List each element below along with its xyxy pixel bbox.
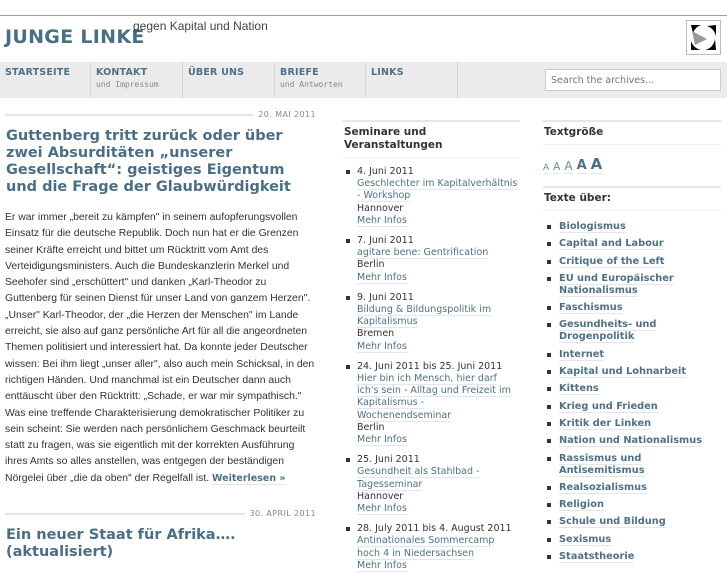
event-place: Bremen: [357, 328, 395, 340]
nav-label: ÜBER UNS: [188, 67, 245, 78]
logo-icon[interactable]: [686, 20, 721, 55]
post-title[interactable]: Ein neuer Staat für Afrika…. (aktualisiert): [6, 527, 236, 561]
post-excerpt: [5, 210, 316, 487]
event-more-link[interactable]: Mehr Infos: [357, 340, 407, 352]
topic-item: [543, 383, 721, 395]
event-title-link[interactable]: Antinationales Sommercamp hoch 4 in Niedersachsen: [357, 535, 495, 559]
right-sidebar: [543, 120, 721, 568]
nav-links[interactable]: [366, 62, 458, 98]
post-date-bar: [5, 110, 316, 119]
event-more-link[interactable]: Mehr Infos: [357, 503, 407, 515]
topic-item: [543, 551, 721, 563]
topic-link[interactable]: Critique of the Left: [559, 255, 665, 267]
nav-kontakt[interactable]: [91, 62, 183, 98]
nav-label: BRIEFE: [280, 67, 319, 78]
topic-link[interactable]: Kritik der Linken: [559, 417, 652, 429]
nav-label: LINKS: [371, 67, 404, 78]
topics-list: [543, 221, 721, 563]
topic-item: [543, 435, 721, 447]
textsize-heading: Textgröße: [543, 120, 721, 145]
topic-link[interactable]: Staatstheorie: [559, 551, 635, 563]
event-item: [343, 454, 520, 515]
event-date: 9. Juni 2011: [357, 291, 414, 303]
event-title-link[interactable]: Gesundheit als Stahlbad - Tagesseminar: [357, 466, 480, 490]
topic-link[interactable]: Sexismus: [559, 533, 612, 545]
topic-link[interactable]: Gesundheits- und Drogenpolitik: [559, 319, 657, 343]
event-more-link[interactable]: Mehr Infos: [357, 271, 407, 283]
nav-briefe[interactable]: [275, 62, 366, 98]
topic-item: [543, 453, 721, 477]
text-size-controls: [543, 155, 721, 174]
topic-item: [543, 349, 721, 361]
text-size-xs[interactable]: A: [543, 163, 550, 173]
post-excerpt-text: Er war immer „bereit zu kämpfen" in seinem aufopferungsvollen Einsatz für die deutsche Republik. Doch nun hat er die Grenzen seiner Kräfte erreicht und bittet um Rücktritt vom Amt des Verteidigungsministers. Auch die Bundeskanzlerin Merkel und Seehofer sind „erschüttert" und danken „Karl-Theodor zu Guttenberg für seinen Dienst für unser Land von ganzem Herzen". „Unser" Karl-Theodor, der „die Herzen der Menschen" im Lande erreicht, sie also auf ganz persönliche Art für all die angeordneten Themen politisiert und interessiert hat. Da konnte jeder Deutscher wissen: Bei ihm liegt „unser aller", also auch mein Schicksal, in den richtigen Händen. Und manchmal ist ein Deutscher dann auch enttäuscht über den Rücktritt: „Schade, er war mir sympathisch." Was eine treffende Charakterisierung demokratischer Politiker zu sein scheint: Sie werden nach persönlichem Geschmack beurteilt statt zu fragen, was sie eigentlich mit der korrekten Ausführung ihres Amts so alles anstellen, was entgegen der beständigen Nörgelei über „die da oben" der Regelfall ist.: [5, 212, 315, 484]
event-title-link[interactable]: Bildung & Bildungspolitik im Kapitalismus: [357, 304, 492, 328]
text-size-s[interactable]: A: [553, 161, 561, 173]
events-heading: Seminare und Veranstaltungen: [343, 120, 520, 158]
event-more-link[interactable]: Mehr Infos: [357, 559, 407, 571]
post-date: 30. APRIL 2011: [249, 509, 316, 519]
nav-ueber-uns[interactable]: [183, 62, 275, 98]
topic-link[interactable]: Nation und Nationalismus: [559, 435, 703, 447]
event-item: [343, 361, 520, 446]
topic-item: [543, 256, 721, 268]
event-title-link[interactable]: agitare bene: Gentrification: [357, 247, 489, 259]
text-size-xl[interactable]: A: [590, 155, 603, 173]
topic-item: [543, 516, 721, 528]
search-input[interactable]: [545, 69, 721, 91]
post-date-bar: [5, 509, 316, 518]
topic-link[interactable]: Rassismus und Antisemitismus: [559, 452, 645, 476]
event-item: [343, 235, 520, 284]
topic-link[interactable]: Krieg und Frieden: [559, 400, 658, 412]
topic-item: [543, 366, 721, 378]
events-sidebar: [343, 120, 520, 580]
topic-link[interactable]: Kittens: [559, 383, 599, 395]
post-list: [5, 110, 316, 575]
event-place: Berlin: [357, 259, 385, 271]
topic-item: [543, 418, 721, 430]
header-divider: [0, 15, 727, 16]
post: [5, 110, 316, 487]
topic-item: [543, 401, 721, 413]
site-title[interactable]: JUNGE LINKE: [5, 26, 145, 48]
event-title-link[interactable]: Geschlechter im Kapitalverhältnis - Workshop: [357, 178, 518, 202]
event-place: Hannover: [357, 490, 404, 502]
topic-item: [543, 238, 721, 250]
read-more-link[interactable]: Weiterlesen »: [212, 472, 286, 484]
site-tagline: gegen Kapital und Nation: [133, 19, 268, 33]
topic-item: [543, 221, 721, 233]
topic-item: [543, 273, 721, 297]
post: [5, 509, 316, 561]
event-title-link[interactable]: Hier bin ich Mensch, hier darf ich's sein - Alltag und Freizeit im Kapitalismus - Wochenendseminar: [357, 373, 511, 421]
nav-label: KONTAKT: [96, 67, 148, 78]
nav-startseite[interactable]: [0, 62, 91, 98]
topic-item: [543, 302, 721, 314]
topic-link[interactable]: Realsozialismus: [559, 481, 647, 493]
event-more-link[interactable]: Mehr Infos: [357, 214, 407, 226]
event-place: Berlin: [357, 421, 385, 433]
event-date: 24. Juni 2011 bis 25. Juni 2011: [357, 360, 503, 372]
event-more-link[interactable]: Mehr Infos: [357, 434, 407, 446]
text-size-l[interactable]: A: [576, 158, 587, 173]
topic-item: [543, 534, 721, 546]
topic-link[interactable]: Biologismus: [559, 221, 626, 232]
topic-link[interactable]: Religion: [559, 499, 604, 511]
topic-link[interactable]: EU und Europäischer Nationalismus: [559, 272, 674, 296]
event-date: 25. Juni 2011: [357, 454, 420, 466]
topic-link[interactable]: Faschismus: [559, 302, 623, 314]
event-place: Hannover: [357, 202, 404, 214]
topic-link[interactable]: Schule und Bildung: [559, 516, 666, 528]
events-list: [343, 166, 520, 572]
topics-heading: Texte über:: [543, 186, 721, 211]
post-title[interactable]: Guttenberg tritt zurück oder über zwei Absurditäten „unserer Gesellschaft“: geistiges Eigentum und die Frage der Glaubwürdigkeit: [6, 128, 291, 195]
topic-link[interactable]: Kapital und Lohnarbeit: [559, 366, 687, 378]
topic-item: [543, 319, 721, 343]
event-date: 7. Juni 2011: [357, 235, 414, 247]
event-item: [343, 523, 520, 572]
event-item: [343, 292, 520, 353]
topic-link[interactable]: Internet: [559, 348, 605, 360]
nav-sublabel: und Impressum: [96, 80, 159, 89]
post-date: 20. MAI 2011: [258, 110, 316, 119]
event-date: 28. July 2011 bis 4. August 2011: [357, 523, 512, 535]
nav-sublabel: und Antworten: [280, 80, 343, 89]
event-item: [343, 166, 520, 227]
event-date: 4. Juni 2011: [357, 166, 414, 177]
nav-label: STARTSEITE: [5, 67, 71, 78]
topic-item: [543, 499, 721, 511]
topic-link[interactable]: Capital and Labour: [559, 238, 664, 250]
topic-item: [543, 482, 721, 494]
text-size-m[interactable]: A: [564, 159, 573, 173]
